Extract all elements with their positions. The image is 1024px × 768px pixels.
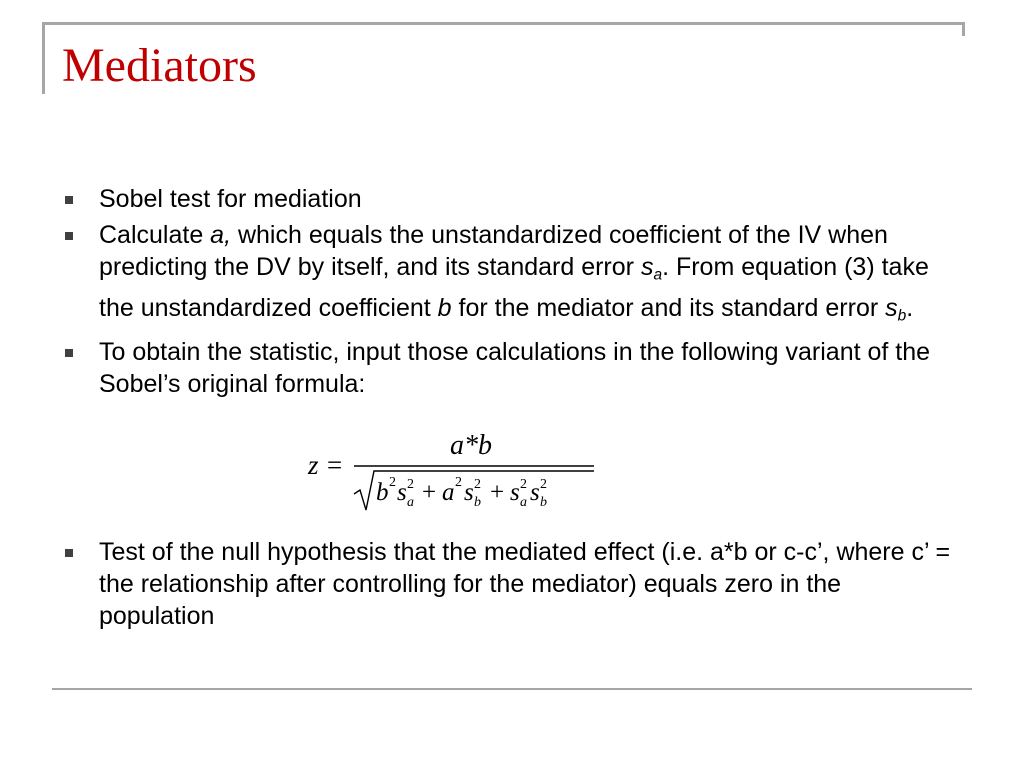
svg-text:s: s [510, 479, 520, 507]
bullet-text: To obtain the statistic, input those calculations in the following variant of the Sobel’s original formula: [99, 338, 931, 399]
svg-text:b: b [474, 495, 481, 511]
svg-text:a: a [442, 479, 455, 507]
formula-numerator: a*b [450, 430, 492, 462]
slide-title: Mediators [62, 39, 257, 92]
bullet-text: Sobel test for mediation [99, 185, 362, 213]
frame-left-rule [42, 22, 45, 94]
bullet-text: Test of the null hypothesis that the mediated effect (i.e. a*b or c-c’, where c’ = the relationship after controlling for the mediator) equals zero in the population [99, 538, 951, 631]
bullet-item [62, 336, 962, 400]
formula-block [62, 404, 962, 532]
formula-denominator [376, 475, 547, 510]
var-s: s [885, 293, 898, 322]
svg-text:a: a [520, 495, 527, 511]
var-sa [640, 253, 663, 284]
var-b: b [437, 293, 452, 322]
svg-text:s: s [464, 479, 474, 507]
svg-text:2: 2 [455, 475, 462, 491]
svg-text:2: 2 [389, 475, 396, 491]
bullet-square-icon [65, 349, 73, 357]
text-run: Calculate [99, 221, 211, 249]
bullet-text [99, 221, 929, 325]
sobel-formula [304, 420, 604, 520]
var-a: a, [210, 221, 232, 249]
frame-right-rule [962, 22, 965, 36]
frame-top-rule [42, 22, 964, 25]
svg-text:2: 2 [474, 477, 481, 493]
svg-text:s: s [397, 479, 407, 507]
bottom-rule [52, 688, 972, 690]
formula-lhs: z = [308, 450, 344, 481]
bullet-square-icon [65, 232, 73, 240]
var-s: s [640, 253, 654, 281]
text-run: . From equation (3) take the unstandardized coefficient [99, 253, 929, 322]
bullet-item [62, 536, 962, 632]
svg-text:2: 2 [540, 477, 547, 493]
svg-text:2: 2 [407, 477, 414, 493]
svg-text:b: b [376, 479, 389, 507]
sub-a: a [653, 266, 663, 284]
text-run: . [906, 293, 914, 322]
svg-text:+: + [422, 479, 437, 507]
bullet-item [62, 183, 962, 215]
svg-text:2: 2 [520, 477, 527, 493]
text-run: which equals the unstandardized coefficient of the IV when predicting the DV by itself, and its standard error [99, 221, 888, 281]
var-sb [885, 293, 907, 325]
svg-text:+: + [490, 479, 505, 507]
bullet-square-icon [65, 196, 73, 204]
bullet-square-icon [65, 549, 73, 557]
text-run: for the mediator and its standard error [451, 293, 886, 322]
sub-b: b [897, 307, 907, 325]
svg-text:a: a [407, 495, 414, 511]
bullet-list [62, 183, 962, 636]
svg-text:s: s [530, 479, 540, 507]
svg-text:b: b [540, 495, 547, 511]
bullet-item [62, 219, 962, 332]
